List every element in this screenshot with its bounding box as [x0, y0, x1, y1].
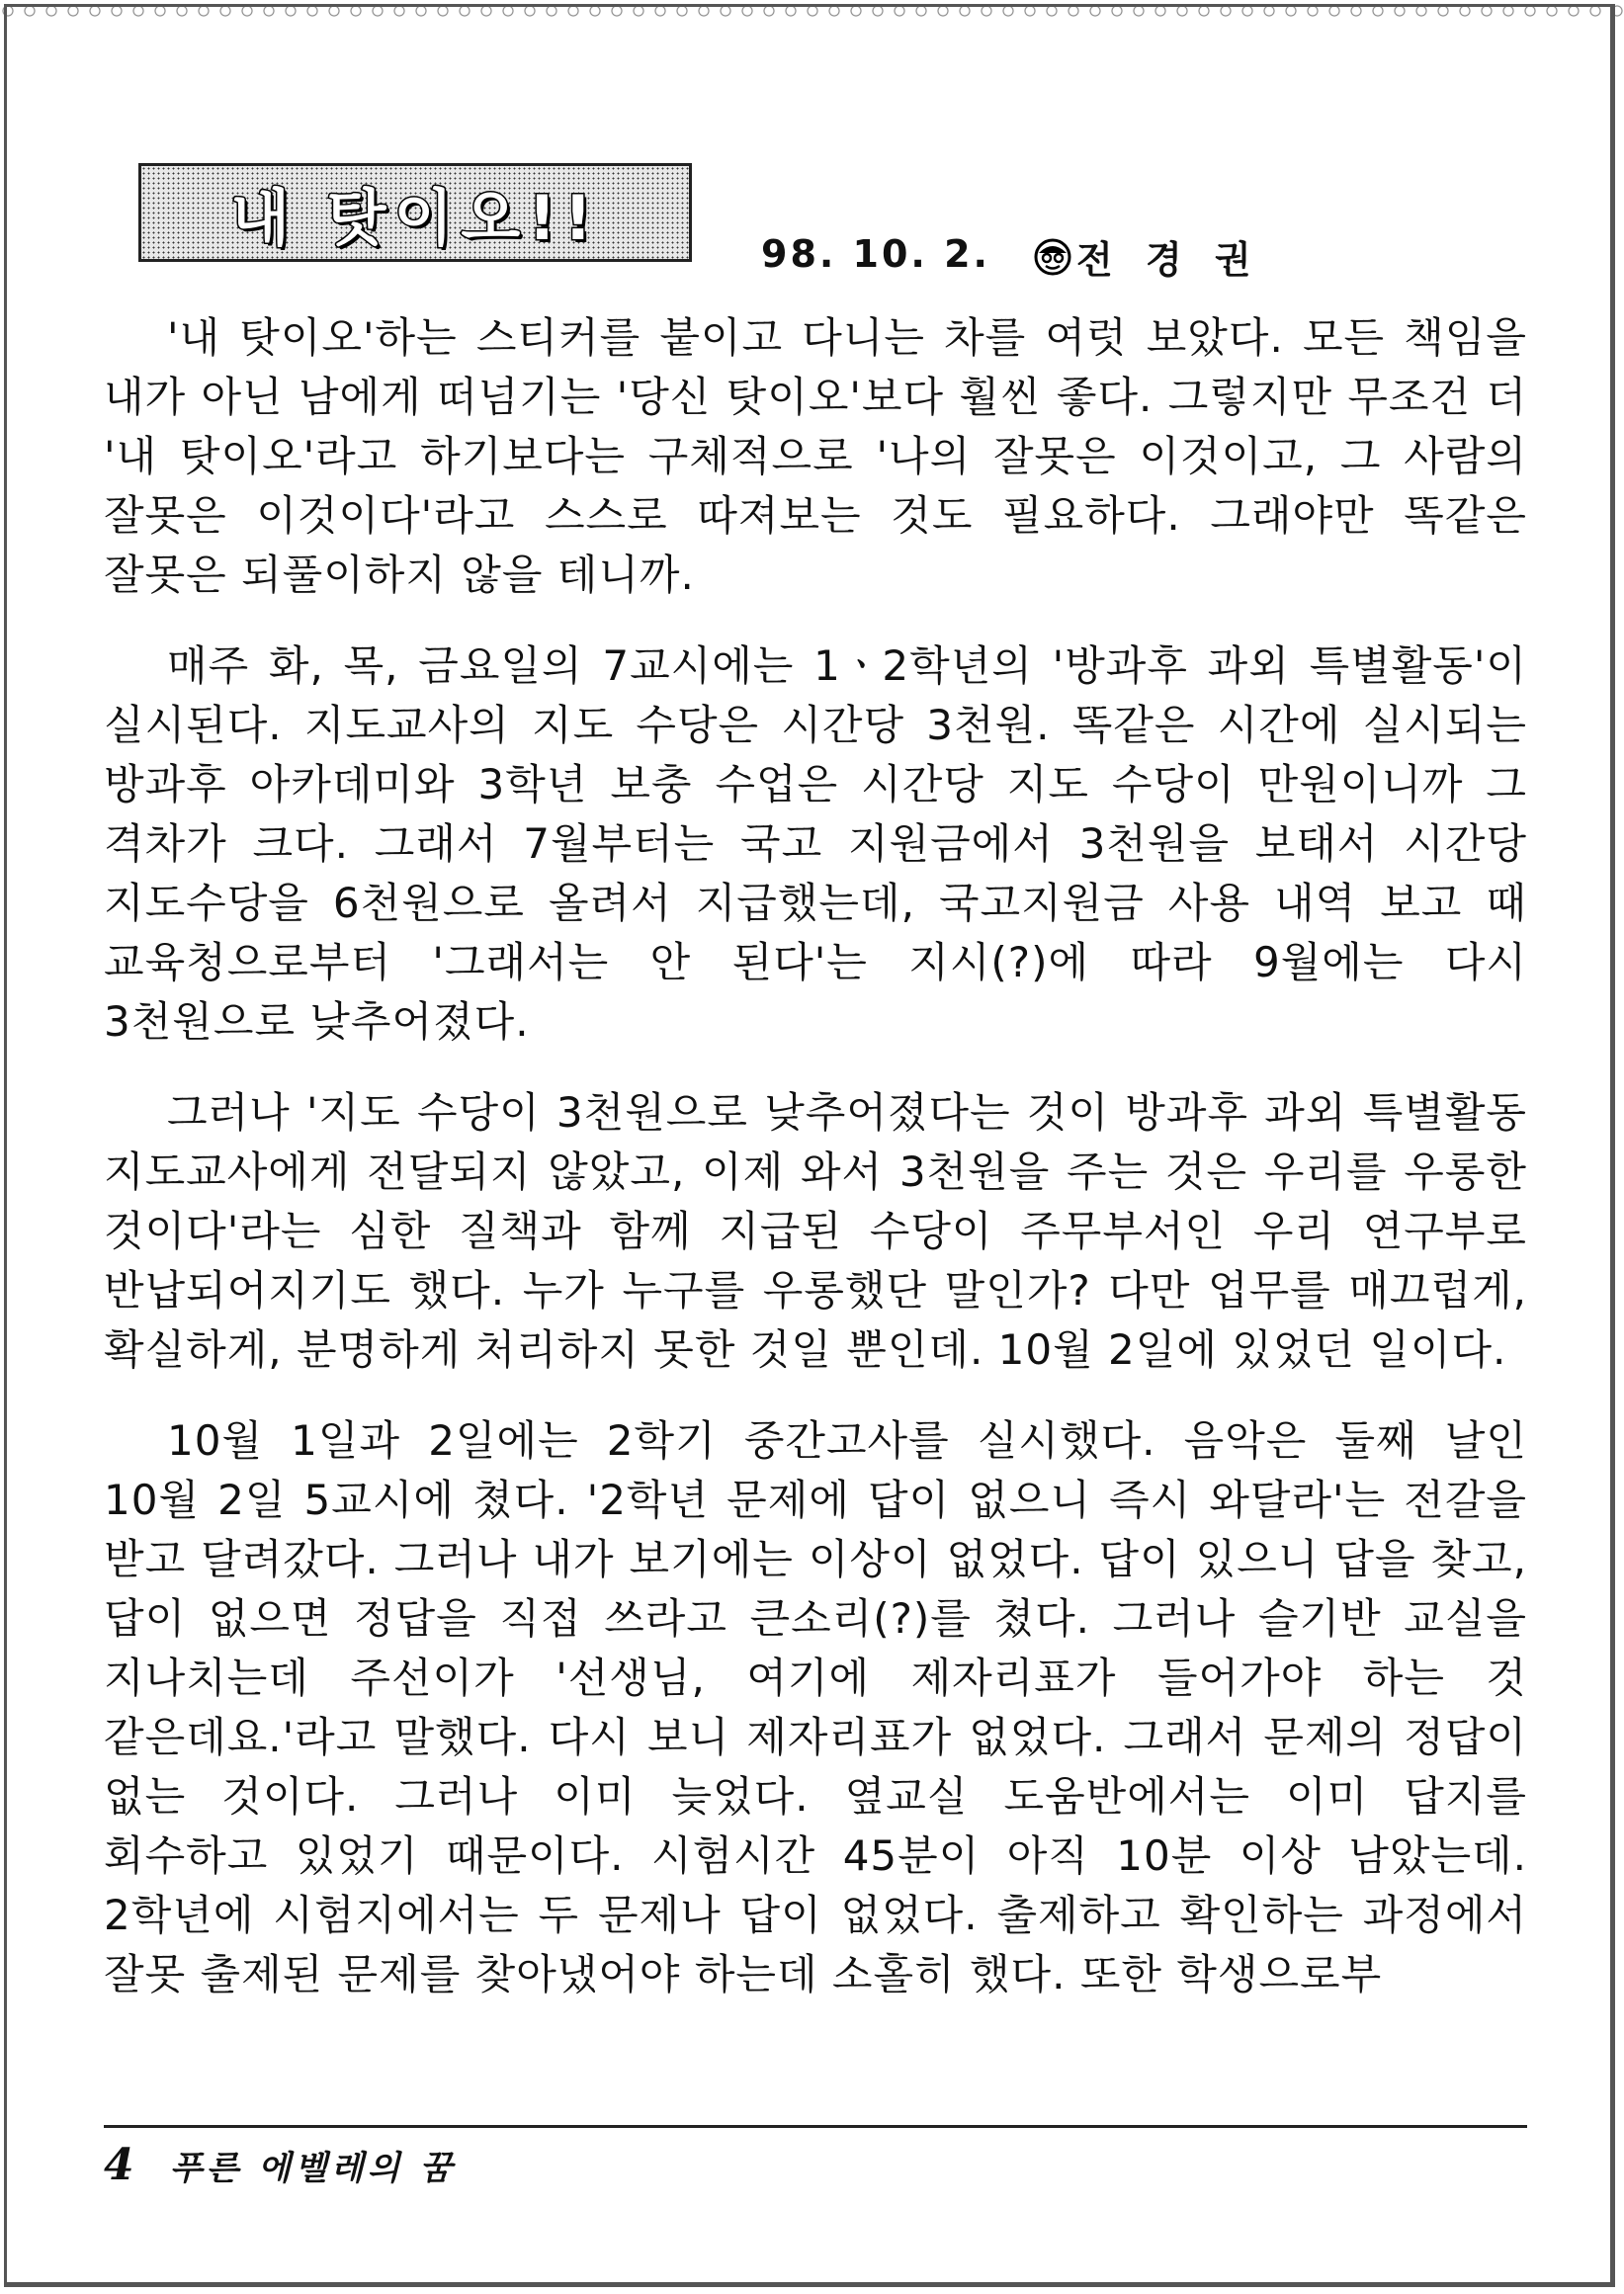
publication-title: 푸른 에벨레의 꿈: [169, 2149, 457, 2188]
article-body: [104, 308, 1527, 2036]
page-number: 4: [104, 2140, 134, 2190]
face-icon: [1033, 237, 1072, 277]
paragraph: '내 탓이오'하는 스티커를 붙이고 다니는 차를 여럿 보았다. 모든 책임을 내가 아닌 남에게 떠넘기는 '당신 탓이오'보다 훨씬 좋다. 그렇지만 무조건 더 '내 탓이오'라고 하기보다는 구체적으로 '나의 잘못은 이것이고, 그 사람의 잘못은 이것이다'라고 스스로 따져보는 것도 필요하다. 그래야만 똑같은 잘못은 되풀이하지 않을 테니까.: [104, 313, 1527, 599]
footer-divider: [104, 2125, 1527, 2128]
author-byline: [1033, 229, 1261, 284]
article-date: 98. 10. 2.: [761, 232, 990, 276]
paragraph: 10월 1일과 2일에는 2학기 중간고사를 실시했다. 음악은 둘째 날인 10월 2일 5교시에 쳤다. '2학년 문제에 답이 없으니 즉시 와달라'는 전갈을 받고 달려갔다. 그러나 내가 보기에는 이상이 없었다. 답이 있으니 답을 찾고, 답이 없으면 정답을 직접 쓰라고 큰소리(?)를 쳤다. 그러나 슬기반 교실을 지나치는데 주선이가 '선생님, 여기에 제자리표가 들어가야 하는 것 같은데요.'라고 말했다. 다시 보니 제자리표가 없었다. 그래서 문제의 정답이 없는 것이다. 그러나 이미 늦었다. 옆교실 도움반에서는 이미 답지를 회수하고 있었기 때문이다. 시험시간 45분이 아직 10분 이상 남았는데. 2학년에 시험지에서는 두 문제나 답이 없었다. 출제하고 확인하는 과정에서 잘못 출제된 문제를 찾아냈어야 하는데 소홀히 했다. 또한 학생으로부: [104, 1416, 1527, 1998]
title-banner: [138, 163, 692, 262]
paragraph: 매주 화, 목, 금요일의 7교시에는 1ㆍ2학년의 '방과후 과외 특별활동'이 실시된다. 지도교사의 지도 수당은 시간당 3천원. 똑같은 시간에 실시되는 방과후 아카데미와 3학년 보충 수업은 시간당 지도 수당이 만원이니까 그 격차가 크다. 그래서 7월부터는 국고 지원금에서 3천원을 보태서 시간당 지도수당을 6천원으로 올려서 지급했는데, 국고지원금 사용 내역 보고 때 교육청으로부터 '그래서는 안 된다'는 지시(?)에 따라 9월에는 다시 3천원으로 낮추어졌다.: [104, 641, 1527, 1046]
paragraph: 그러나 '지도 수당이 3천원으로 낮추어졌다는 것이 방과후 과외 특별활동 지도교사에게 전달되지 않았고, 이제 와서 3천원을 주는 것은 우리를 우롱한 것이다'라는 심한 질책과 함께 지급된 수당이 주무부서인 우리 연구부로 반납되어지기도 했다. 누가 누구를 우롱했단 말인가? 다만 업무를 매끄럽게, 확실하게, 분명하게 처리하지 못한 것일 뿐인데. 10월 2일에 있었던 일이다.: [104, 1088, 1527, 1374]
page-footer: [104, 2140, 456, 2190]
page-title: 내 탓이오!!: [230, 181, 600, 254]
author-name: 전 경 권: [1076, 238, 1261, 282]
